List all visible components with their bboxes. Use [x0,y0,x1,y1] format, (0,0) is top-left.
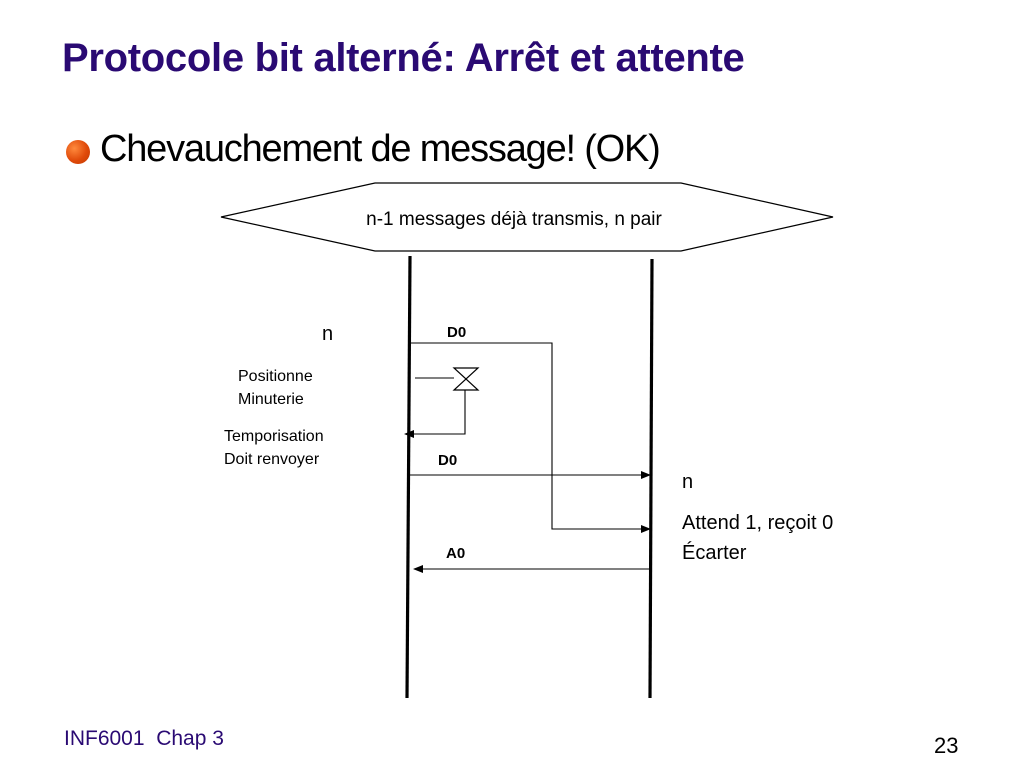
timer-set-label-line2: Minuterie [238,391,304,408]
timer-set-label-line1: Positionne [238,368,313,385]
timer-hourglass-icon [454,368,478,390]
slide-title: Protocole bit alterné: Arrêt et attente [62,36,745,80]
receiver-timeline [650,259,652,698]
sender-timeline [407,256,410,698]
receiver-expect-label-line2: Écarter [682,542,747,564]
page-number: 23 [934,733,959,758]
timeout-label-line2: Doit renvoyer [224,451,320,468]
message-d0-first-label: D0 [447,324,467,341]
receiver-seq-label: n [682,471,694,493]
bullet-text: Chevauchement de message! (OK) [100,128,660,170]
timeout-arrow [405,390,465,434]
sender-seq-label: n [322,323,334,345]
receiver-expect-label-line1: Attend 1, reçoit 0 [682,512,834,534]
message-d0-resent-label: D0 [438,452,458,469]
ack-a0-label: A0 [446,545,466,562]
footer-course: INF6001 Chap 3 [64,727,224,750]
message-d0-first-arrow [408,343,650,529]
banner-text: n-1 messages déjà transmis, n pair [366,209,662,230]
timeout-label-line1: Temporisation [224,428,324,445]
